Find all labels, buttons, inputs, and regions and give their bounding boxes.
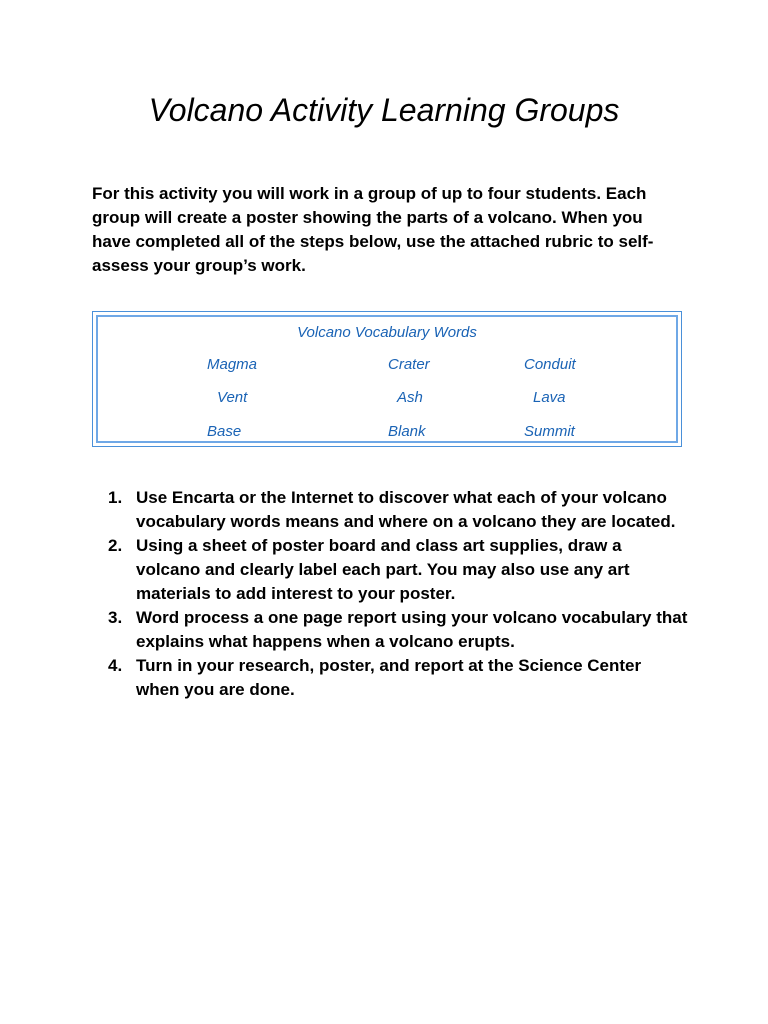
intro-paragraph: For this activity you will work in a group of up to four students. Each group will create a poster showing the parts of a volcano. When you have completed all of the steps below, use the attached rubric to self-assess your group’s work.: [92, 184, 654, 275]
vocab-word: Summit: [524, 423, 575, 440]
step-item: [108, 486, 688, 534]
vocab-word: Blank: [388, 423, 426, 440]
step-text: Word process a one page report using your volcano vocabulary that explains what happens when a volcano erupts.: [136, 608, 688, 651]
step-text: Using a sheet of poster board and class art supplies, draw a volcano and clearly label each part. You may also use any art materials to add interest to your poster.: [136, 536, 630, 603]
step-item: [108, 534, 688, 606]
step-number: 2.: [108, 536, 123, 555]
vocabulary-box-inner: [96, 315, 678, 443]
step-number: 1.: [108, 488, 123, 507]
vocab-word: Ash: [397, 389, 423, 406]
vocab-word: Conduit: [524, 356, 576, 373]
step-item: [108, 654, 688, 702]
step-item: [108, 606, 688, 654]
steps-list: [108, 486, 688, 702]
vocab-word: Crater: [388, 356, 430, 373]
vocab-word: Magma: [207, 356, 258, 373]
vocab-word: Lava: [533, 389, 566, 406]
step-text: Turn in your research, poster, and report at the Science Center when you are done.: [136, 656, 642, 699]
vocabulary-box: [92, 311, 682, 447]
step-number: 4.: [108, 656, 123, 675]
page-title: Volcano Activity Learning Groups: [148, 92, 620, 128]
vocab-word: Base: [207, 423, 242, 440]
step-number: 3.: [108, 608, 123, 627]
step-text: Use Encarta or the Internet to discover what each of your volcano vocabulary words means and where on a volcano they are located.: [136, 488, 676, 531]
vocabulary-heading: Volcano Vocabulary Words: [297, 324, 477, 341]
vocab-word: Vent: [217, 389, 248, 406]
